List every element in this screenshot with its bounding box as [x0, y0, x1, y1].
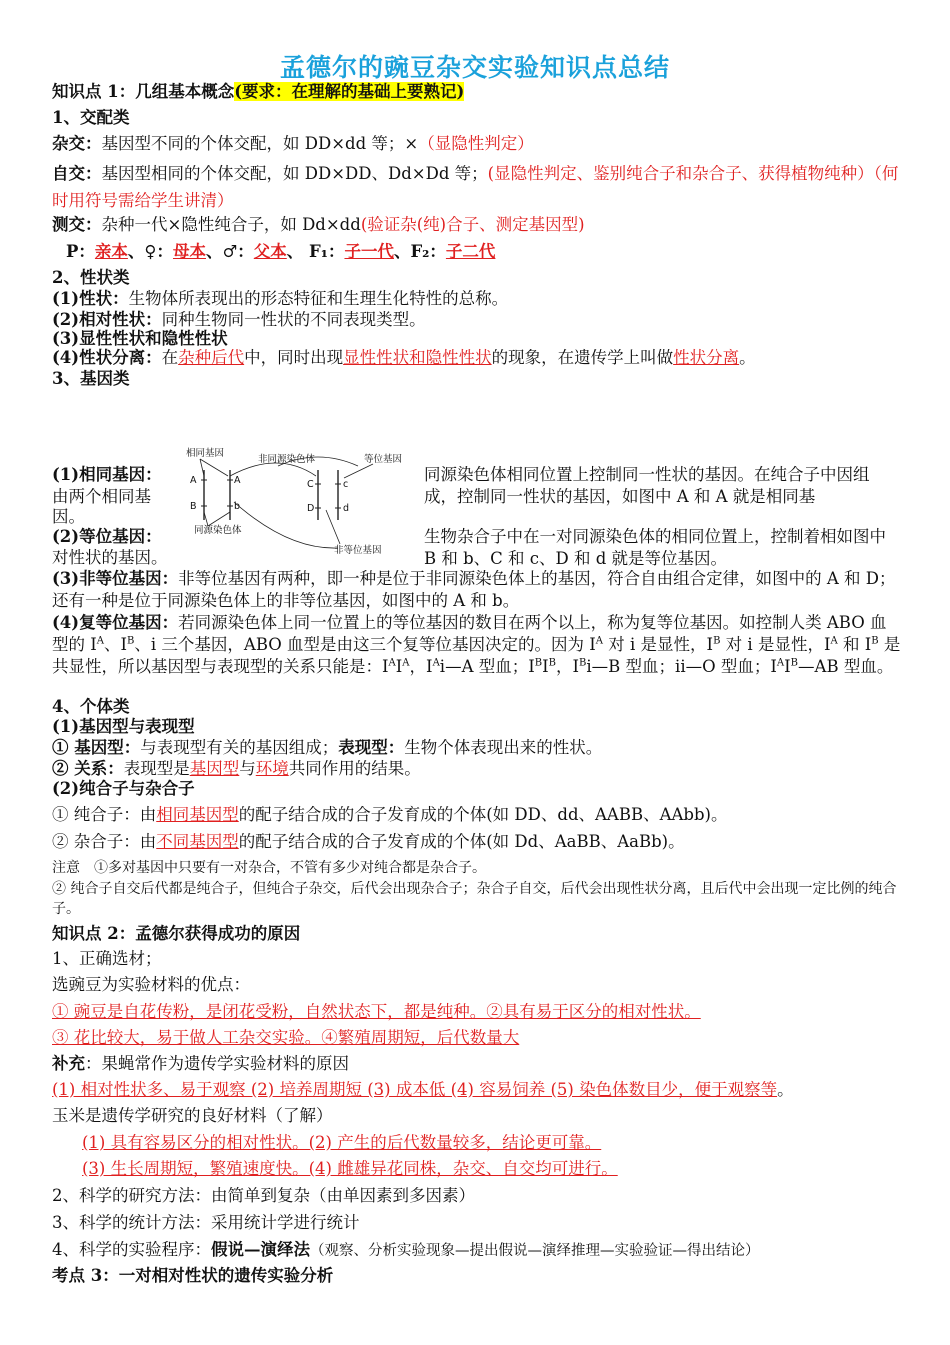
kp1-heading: 知识点 1：几组基本概念 — [52, 82, 235, 101]
kp2-heading: 知识点 2：孟德尔获得成功的原因 — [52, 924, 301, 943]
fig-gene-C: C — [307, 479, 314, 490]
fig-gene-c: c — [343, 479, 349, 490]
kp2-s1c: ③ 花比较大，易于做人工杂交实验。④繁殖周期短，后代数量大 — [52, 1028, 520, 1047]
gene-same-term: (1)相同基因： — [52, 465, 162, 484]
fig-gene-A1: A — [190, 475, 197, 486]
def-cejiao: 测交：杂种一代×隐性纯合子，如 Dd×dd(验证杂(纯)合子、测定基因型) — [52, 215, 585, 234]
def-zijiao: 自交：基因型相同的个体交配，如 DD×DD、Dd×Dd 等；(显隐性判定、鉴别纯合子和杂合子、获得植物纯种）（何时用符号需给学生讲清） — [52, 164, 899, 210]
trait-4: (4)性状分离：在杂种后代中，同时出现显性性状和隐性性状的现象，在遗传学上叫做性状分离。 — [52, 348, 756, 367]
fig-label-nonallele: 非等位基因 — [334, 545, 382, 556]
individual-1b: ② 关系：表现型是基因型与环境共同作用的结果。 — [52, 759, 421, 778]
gene-nonallele: (3)非等位基因：非等位基因有两种，即一种是位于非同源染色体上的基因，符合自由组合定律，如图中的 A 和 D；还有一种是位于同源染色体上的非等位基因，如图中的 A 和 b。 — [52, 569, 896, 610]
fig-label-same-gene: 相同基因 — [186, 448, 225, 459]
kp2-fruitfly: (1) 相对性状多、易于观察 (2) 培养周期短 (3) 成本低 (4) 容易饲养 (5) 染色体数目少，便于观察等。 — [52, 1080, 794, 1099]
note-2: ② 纯合子自交后代都是纯合子，但纯合子杂交，后代会出现杂合子；杂合子自交，后代会出现性状分离，且后代中会出现一定比例的纯合子。 — [52, 881, 897, 917]
page-title: 孟德尔的豌豆杂交实验知识点总结 — [279, 53, 670, 82]
fig-gene-B: B — [190, 501, 197, 512]
gene-same-left2: 由两个相同基 — [52, 487, 151, 506]
kp2-corn: 玉米是遗传学研究的良好材料（了解） — [52, 1106, 333, 1125]
kp2-s4: 4、科学的实验程序：假说—演绎法（观察、分析实验现象—提出假说—演绎推理—实验验证—得出结论） — [52, 1240, 760, 1259]
fig-gene-b: b — [234, 501, 241, 512]
section-gene: 3、基因类 — [52, 369, 130, 388]
fig-label-nonhomologous: 非同源染色体 — [258, 454, 316, 465]
gene-same-left3: 因。 — [52, 507, 85, 526]
kp2-s1: 1、正确选材； — [52, 949, 162, 968]
def-zajiao: 杂交：基因型不同的个体交配，如 DD×dd 等；×（显隐性判定） — [52, 134, 534, 153]
section-individual: 4、个体类 — [52, 697, 130, 716]
trait-2: (2)相对性状：同种生物同一性状的不同表现类型。 — [52, 310, 426, 329]
kp2-s1a: 选豌豆为实验材料的优点： — [52, 975, 250, 994]
kp2-s2: 2、科学的研究方法：由简单到复杂（由单因素到多因素） — [52, 1186, 475, 1205]
kp2-corn-1: (1) 具有容易区分的相对性状。(2) 产生的后代数量较多，结论更可靠。 — [82, 1133, 602, 1152]
kp3-heading: 考点 3：一对相对性状的遗传实验分析 — [52, 1266, 334, 1285]
kp2-corn-2: (3) 生长周期短，繁殖速度快。(4) 雌雄异花同株，杂交、自交均可进行。 — [82, 1159, 618, 1178]
section-trait: 2、性状类 — [52, 268, 130, 287]
gene-allele-left2: 对性状的基因。 — [52, 548, 168, 567]
kp2-supplement: 补充：果蝇常作为遗传学实验材料的原因 — [52, 1054, 349, 1073]
note-1: 注意 ①多对基因中只要有一对杂合，不管有多少对纯合都是杂合子。 — [52, 860, 486, 876]
trait-1: (1)性状：生物体所表现出的形态特征和生理生化特性的总称。 — [52, 289, 509, 308]
individual-1a: ① 基因型：与表现型有关的基因组成；表现型：生物个体表现出来的性状。 — [52, 738, 603, 757]
gene-allele-term: (2)等位基因： — [52, 527, 162, 546]
individual-2: (2)纯合子与杂合子 — [52, 779, 195, 798]
gene-allele-def: 生物杂合子中在一对同源染色体的相同位置上，控制着相如图中 B 和 b、C 和 c、D 和 d 就是等位基因。 — [424, 527, 886, 568]
fig-gene-d: d — [343, 503, 350, 514]
kp2-s1b: ① 豌豆是自花传粉，是闭花受粉，自然状态下，都是纯种。②具有易于区分的相对性状。 — [52, 1002, 701, 1021]
individual-1: (1)基因型与表现型 — [52, 717, 195, 736]
fig-gene-D: D — [307, 503, 315, 514]
gene-same-def: 同源染色体相同位置上控制同一性状的基因。在纯合子中因组成，控制同一性状的基因，如图中 A 和 A 就是相同基 — [424, 465, 870, 506]
kp1-heading-line — [52, 80, 902, 104]
gene-multiallele: (4)复等位基因：若同源染色体上同一位置上的等位基因的数目在两个以上，称为复等位基因。如控制人类 ABO 血型的 $I^A$、$I^B$、i 三个基因，ABO 血型是由这三个复等位基因决定的。因为 $I^A$ 对 i 是显性，$I^B$ 对 i 是显性，$I^A$ 和 $I^B$ 是共显性，所以基因型与表现型的关系只能是：$I^AI^A$，$I^Ai—A$ 型血；$I^BI^B$，$I^Bi—B$ 型血；ii—O 型血；$I^AI^B—AB$ 型血。 — [52, 613, 901, 676]
trait-3: (3)显性性状和隐性性状 — [52, 329, 228, 348]
section-mating: 1、交配类 — [52, 108, 130, 127]
fig-gene-A2: A — [234, 475, 241, 486]
kp1-requirement: (要求：在理解的基础上要熟记) — [234, 82, 465, 101]
fig-label-homologous: 同源染色体 — [194, 525, 242, 536]
kp2-s3: 3、科学的统计方法：采用统计学进行统计 — [52, 1213, 360, 1232]
symbol-line: P：亲本、♀：母本、♂：父本、 F₁：子一代、F₂：子二代 — [66, 242, 496, 261]
individual-2b: ② 杂合子：由不同基因型的配子结合成的合子发育成的个体(如 Dd、AaBB、AaBb)。 — [52, 832, 685, 851]
individual-2a: ① 纯合子：由相同基因型的配子结合成的合子发育成的个体(如 DD、dd、AABB、AAbb)。 — [52, 805, 728, 824]
fig-label-allele: 等位基因 — [364, 454, 403, 465]
